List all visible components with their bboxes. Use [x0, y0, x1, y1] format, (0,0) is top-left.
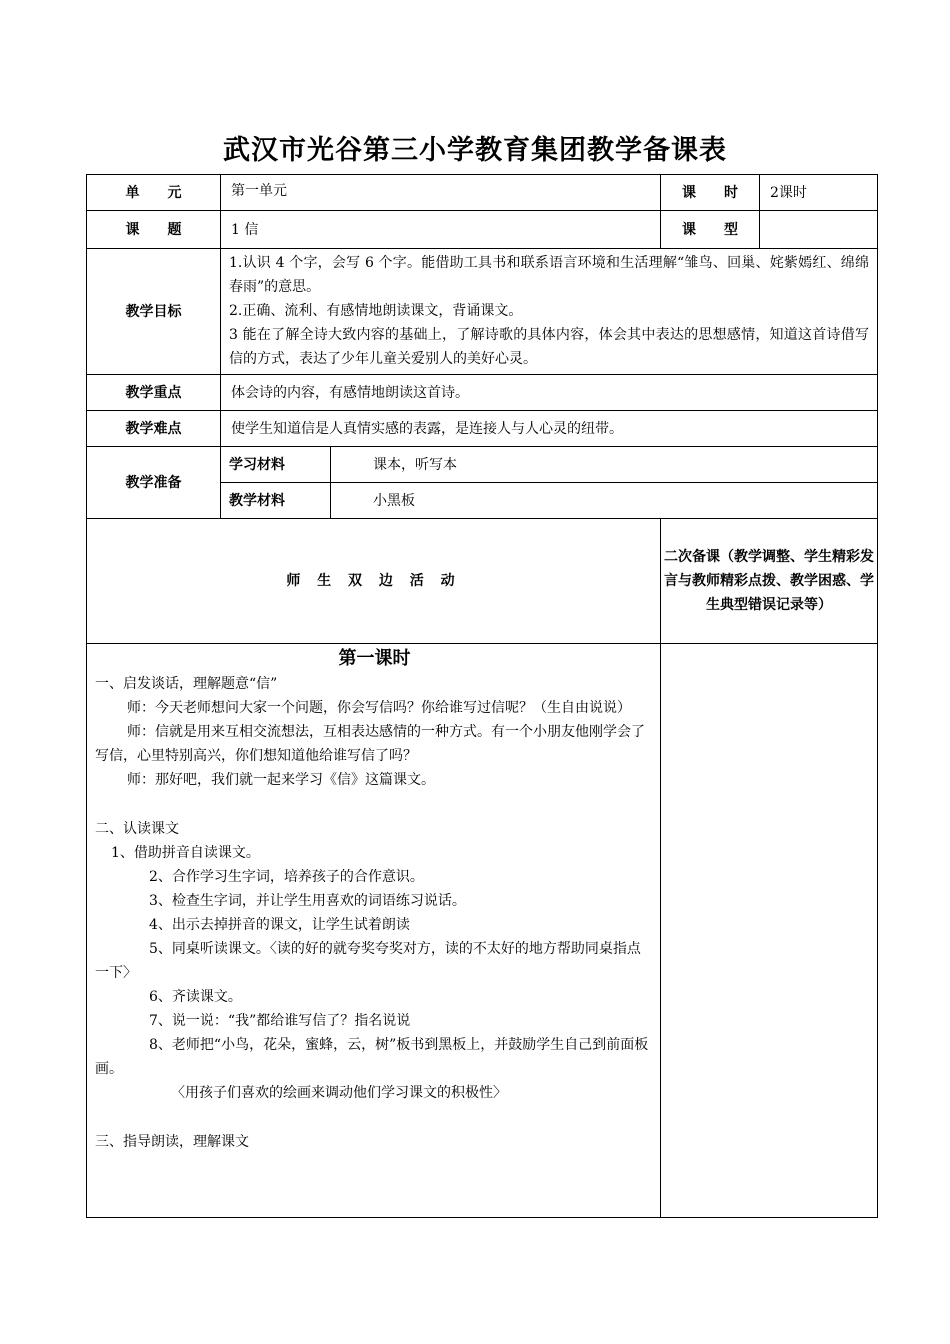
hours-value: 2课时 — [760, 175, 878, 211]
activity-header-row — [87, 519, 878, 644]
key-point-value: 体会诗的内容，有感情地朗读这首诗。 — [221, 375, 878, 411]
unit-row — [87, 175, 878, 211]
goals-row — [87, 249, 878, 375]
lesson-line: 5、同桌听读课文。〈读的好的就夸奖夸奖对方，读的不太好的地方帮助同桌指点一下〉 — [95, 941, 641, 981]
type-value — [760, 211, 878, 249]
second-prep-notes — [661, 644, 878, 1218]
lesson-line: 〈用孩子们喜欢的绘画来调动他们学习课文的积极性〉 — [171, 1085, 507, 1101]
lesson-line: 二、认读课文 — [95, 821, 179, 837]
lesson-plan-table — [86, 174, 878, 1218]
lesson-line: 4、出示去掉拼音的课文，让学生试着朗读 — [149, 917, 410, 933]
lesson-line: 师：信就是用来互相交流想法，互相表达感情的一种方式。有一个小朋友他刚学会了写信，心里特别高兴，你们想知道他给谁写信了吗？ — [95, 724, 645, 764]
goal-item: 3 能在了解全诗大致内容的基础上，了解诗歌的具体内容，体会其中表达的思想感情，知道这首诗借写信的方式，表达了少年儿童关爱别人的美好心灵。 — [229, 327, 870, 367]
hours-label: 课 时 — [661, 175, 760, 211]
goals-label: 教学目标 — [87, 249, 221, 375]
activity-header: 师 生 双 边 活 动 — [87, 519, 661, 644]
unit-label: 单 元 — [87, 175, 221, 211]
study-material-label: 学习材料 — [221, 447, 331, 483]
topic-row — [87, 211, 878, 249]
difficulty-label: 教学难点 — [87, 411, 221, 447]
page-title: 武汉市光谷第三小学教育集团教学备课表 — [223, 135, 727, 166]
lesson-line: 2、合作学习生字词，培养孩子的合作意识。 — [149, 869, 424, 885]
difficulty-value: 使学生知道信是人真情实感的表露，是连接人与人心灵的纽带。 — [221, 411, 878, 447]
key-point-label: 教学重点 — [87, 375, 221, 411]
lesson-line: 7、说一说：“我”都给谁写信了？指名说说 — [149, 1013, 411, 1029]
lesson-content — [87, 644, 661, 1218]
study-material-value: 课本，听写本 — [331, 447, 878, 483]
topic-value: 1 信 — [221, 211, 661, 249]
type-label: 课 型 — [661, 211, 760, 249]
lesson-title: 第一课时 — [338, 648, 411, 669]
preparation-row-study — [87, 447, 878, 483]
topic-label: 课 题 — [87, 211, 221, 249]
lesson-line: 8、老师把“小鸟，花朵，蜜蜂，云，树”板书到黑板上，并鼓励学生自己到前面板画。 — [95, 1037, 649, 1077]
blank-line — [95, 1105, 654, 1130]
lesson-line: 一、启发谈话，理解题意“信” — [95, 676, 278, 692]
preparation-label: 教学准备 — [87, 447, 221, 519]
lesson-lines — [95, 672, 654, 1154]
lesson-line: 师：今天老师想问大家一个问题，你会写信吗？你给谁写过信呢？（生自由说说） — [127, 700, 631, 716]
teaching-material-label: 教学材料 — [221, 483, 331, 519]
goal-item: 1.认识 4 个字，会写 6 个字。能借助工具书和联系语言环境和生活理解“雏鸟、回巢、姹紫嫣红、绵绵春雨”的意思。 — [229, 255, 870, 295]
second-prep-header: 二次备课（教学调整、学生精彩发言与教师精彩点拨、教学困惑、学生典型错误记录等） — [661, 519, 878, 644]
lesson-line: 1、借助拼音自读课文。 — [111, 845, 260, 861]
lesson-line: 师：那好吧，我们就一起来学习《信》这篇课文。 — [127, 772, 435, 788]
blank-line — [95, 792, 654, 817]
unit-value: 第一单元 — [221, 175, 661, 211]
teaching-material-value: 小黑板 — [331, 483, 878, 519]
goal-item: 2.正确、流利、有感情地朗读课文，背诵课文。 — [229, 303, 523, 319]
lesson-line: 三、指导朗读，理解课文 — [95, 1134, 249, 1150]
key-point-row — [87, 375, 878, 411]
lesson-line: 3、检查生字词，并让学生用喜欢的词语练习说话。 — [149, 893, 466, 909]
difficulty-row — [87, 411, 878, 447]
lesson-line: 6、齐读课文。 — [149, 989, 242, 1005]
goals-content — [221, 249, 878, 375]
lesson-body-row — [87, 644, 878, 1218]
